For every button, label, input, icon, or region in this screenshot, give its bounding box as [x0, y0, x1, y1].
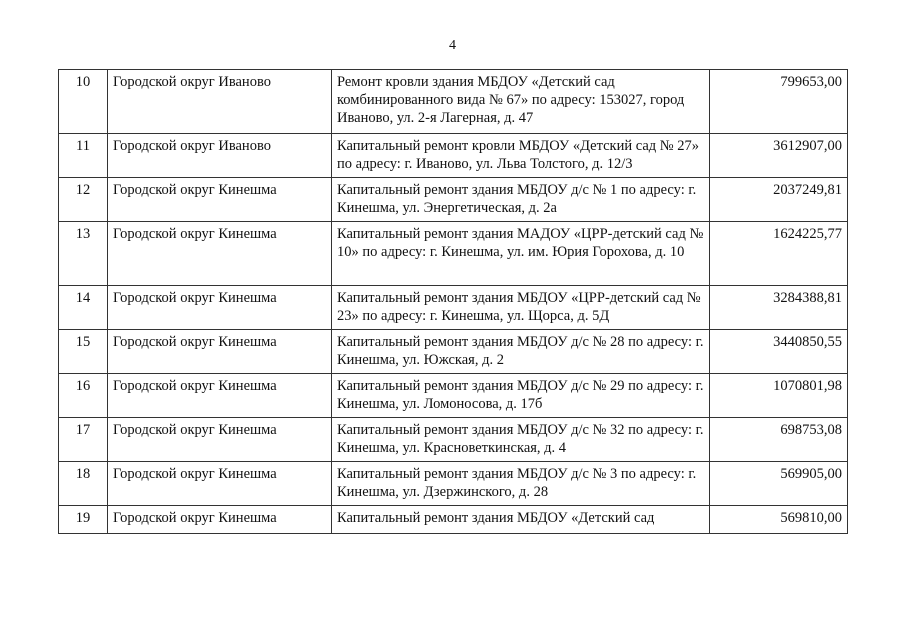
amount-cell: 569810,00 [710, 506, 848, 534]
work-description-cell: Капитальный ремонт здания МБДОУ д/с № 29 по адресу: г. Кинешма, ул. Ломоносова, д. 17б [332, 374, 710, 418]
table-row [59, 330, 848, 374]
municipality-cell: Городской округ Кинешма [108, 462, 332, 506]
amount-cell: 698753,08 [710, 418, 848, 462]
municipality-cell: Городской округ Кинешма [108, 330, 332, 374]
row-number: 12 [59, 178, 108, 222]
table-row [59, 178, 848, 222]
table-row [59, 222, 848, 286]
table-row [59, 286, 848, 330]
work-description-cell: Капитальный ремонт здания МБДОУ «ЦРР-детский сад № 23» по адресу: г. Кинешма, ул. Щорса, д. 5Д [332, 286, 710, 330]
work-description-cell: Капитальный ремонт здания МБДОУ д/с № 32 по адресу: г. Кинешма, ул. Красноветкинская, д. 4 [332, 418, 710, 462]
row-number: 11 [59, 134, 108, 178]
municipality-cell: Городской округ Кинешма [108, 418, 332, 462]
work-description-cell: Ремонт кровли здания МБДОУ «Детский сад комбинированного вида № 67» по адресу: 153027, город Иваново, ул. 2-я Лагерная, д. 47 [332, 70, 710, 134]
municipality-cell: Городской округ Иваново [108, 134, 332, 178]
row-number: 13 [59, 222, 108, 286]
municipality-cell: Городской округ Кинешма [108, 506, 332, 534]
table-row [59, 70, 848, 134]
municipality-cell: Городской округ Кинешма [108, 222, 332, 286]
amount-cell: 799653,00 [710, 70, 848, 134]
amount-cell: 3612907,00 [710, 134, 848, 178]
work-description-cell: Капитальный ремонт здания МБДОУ д/с № 1 по адресу: г. Кинешма, ул. Энергетическая, д. 2а [332, 178, 710, 222]
row-number: 19 [59, 506, 108, 534]
table-row [59, 506, 848, 534]
amount-cell: 2037249,81 [710, 178, 848, 222]
amount-cell: 3440850,55 [710, 330, 848, 374]
work-description-cell: Капитальный ремонт здания МБДОУ «Детский сад [332, 506, 710, 534]
row-number: 15 [59, 330, 108, 374]
work-description-cell: Капитальный ремонт здания МАДОУ «ЦРР-детский сад № 10» по адресу: г. Кинешма, ул. им. Юрия Горохова, д. 10 [332, 222, 710, 286]
table-row [59, 374, 848, 418]
amount-cell: 1624225,77 [710, 222, 848, 286]
amount-cell: 1070801,98 [710, 374, 848, 418]
page-number: 4 [449, 38, 456, 53]
work-description-cell: Капитальный ремонт здания МБДОУ д/с № 3 по адресу: г. Кинешма, ул. Дзержинского, д. 28 [332, 462, 710, 506]
municipality-cell: Городской округ Кинешма [108, 374, 332, 418]
table-row [59, 418, 848, 462]
municipality-cell: Городской округ Кинешма [108, 178, 332, 222]
municipality-cell: Городской округ Кинешма [108, 286, 332, 330]
row-number: 18 [59, 462, 108, 506]
amount-cell: 569905,00 [710, 462, 848, 506]
table-row [59, 462, 848, 506]
row-number: 14 [59, 286, 108, 330]
municipality-cell: Городской округ Иваново [108, 70, 332, 134]
funding-table [58, 69, 848, 534]
row-number: 16 [59, 374, 108, 418]
table-row [59, 134, 848, 178]
row-number: 10 [59, 70, 108, 134]
work-description-cell: Капитальный ремонт кровли МБДОУ «Детский сад № 27» по адресу: г. Иваново, ул. Льва Толстого, д. 12/3 [332, 134, 710, 178]
work-description-cell: Капитальный ремонт здания МБДОУ д/с № 28 по адресу: г. Кинешма, ул. Южская, д. 2 [332, 330, 710, 374]
row-number: 17 [59, 418, 108, 462]
amount-cell: 3284388,81 [710, 286, 848, 330]
